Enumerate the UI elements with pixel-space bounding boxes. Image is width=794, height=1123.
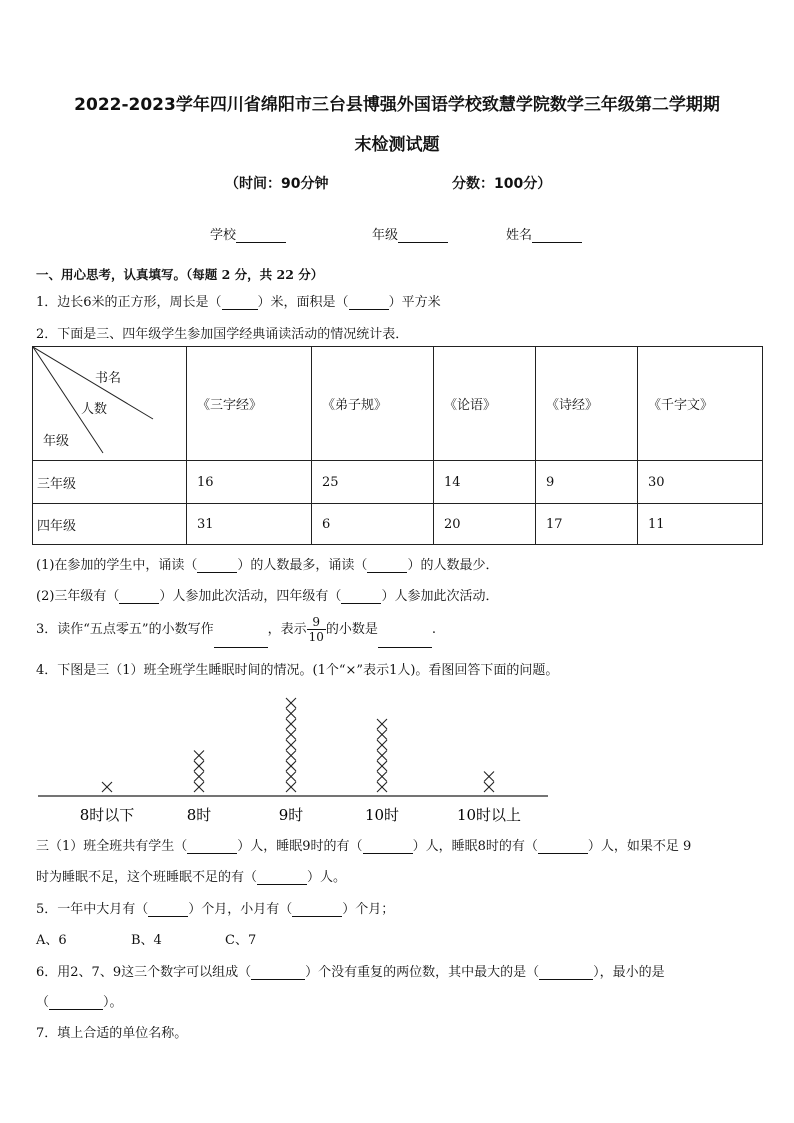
table-cell: 9 <box>536 461 638 504</box>
q4-text2-a: 时为睡眠不足，这个班睡眠不足的有（ <box>36 870 258 885</box>
q3-blank-decimal[interactable] <box>214 633 268 648</box>
corner-count-label: 人数 <box>81 402 108 417</box>
q6-blank-largest[interactable] <box>539 965 593 980</box>
question-6-line2 <box>36 991 123 1010</box>
q4-text-c: ）人，睡眠8时的有（ <box>412 839 538 854</box>
q2-blank-grade4-total[interactable] <box>341 589 381 604</box>
q6-blank-smallest[interactable] <box>49 995 103 1010</box>
q4-blank-total[interactable] <box>187 839 237 854</box>
q2-blank-least[interactable] <box>367 558 407 573</box>
table-row <box>33 461 763 504</box>
table-header-row <box>33 347 763 461</box>
column-header: 《诗经》 <box>536 347 638 461</box>
sleep-mark <box>286 719 296 729</box>
question-4-text1 <box>36 835 691 854</box>
category-label: 8时 <box>186 806 212 824</box>
exam-score: 分数：100分） <box>452 176 552 192</box>
q6-text2-a: （ <box>36 995 50 1010</box>
q2-sub2-text-c: ）人参加此次活动． <box>381 589 499 604</box>
question-2-intro: 2．下面是三、四年级学生参加国学经典诵读活动的情况统计表． <box>36 327 409 342</box>
table-cell: 17 <box>536 504 638 545</box>
column-header: 《三字经》 <box>187 347 312 461</box>
question-6-line1 <box>36 961 665 980</box>
q2-sub1-text-b: ）的人数最多，诵读（ <box>237 558 368 573</box>
q3-text-a: 3．读作“五点零五”的小数写作 <box>36 622 214 637</box>
sleep-mark <box>377 740 387 750</box>
sleep-mark <box>102 782 112 792</box>
table-cell: 31 <box>187 504 312 545</box>
q4-blank-8h[interactable] <box>538 839 588 854</box>
q2-sub1-text-c: ）的人数最少． <box>407 558 499 573</box>
sleep-mark <box>286 761 296 771</box>
grade-field <box>372 224 448 243</box>
table-cell: 25 <box>312 461 434 504</box>
q3-text-b: ，表示 <box>267 622 307 637</box>
q2-blank-grade3-total[interactable] <box>119 589 159 604</box>
fraction-denominator: 10 <box>308 630 324 644</box>
q4-text-b: ）人，睡眠9时的有（ <box>237 839 363 854</box>
sleep-mark <box>377 761 387 771</box>
q3-blank-fraction-decimal[interactable] <box>378 633 432 648</box>
sleep-mark <box>377 782 387 792</box>
fraction-numerator: 9 <box>307 615 326 630</box>
corner-book-label: 书名 <box>95 371 122 386</box>
sleep-dot-plot <box>0 676 794 830</box>
q5-text-a: 5．一年中大月有（ <box>36 902 149 917</box>
q2-sub1-text-a: (1)在参加的学生中，诵读（ <box>36 558 198 573</box>
q4-blank-insufficient[interactable] <box>257 870 307 885</box>
q4-text-d: ）人，如果不足 9 <box>587 839 692 854</box>
q6-blank-count[interactable] <box>251 965 305 980</box>
page-title-line1: 2022-2023学年四川省绵阳市三台县博强外国语学校致慧学院数学三年级第二学期期 <box>74 95 720 115</box>
category-label: 10时 <box>364 806 400 824</box>
sleep-mark <box>286 751 296 761</box>
name-field <box>506 224 582 243</box>
question-1 <box>36 291 441 310</box>
sleep-mark <box>194 761 204 771</box>
category-label: 9时 <box>278 806 304 824</box>
q3-text-d: . <box>431 622 437 637</box>
table-cell: 11 <box>638 504 763 545</box>
sleep-mark <box>286 698 296 708</box>
sleep-mark <box>286 782 296 792</box>
fraction <box>307 615 326 644</box>
q6-text-a: 6．用2、7、9这三个数字可以组成（ <box>36 965 252 980</box>
sleep-mark <box>484 772 494 782</box>
q2-sub2-text-b: ）人参加此次活动，四年级有（ <box>159 589 342 604</box>
table-cell: 16 <box>187 461 312 504</box>
question-2-sub2 <box>36 585 498 604</box>
question-5-option-c[interactable]: C、7 <box>225 933 257 948</box>
q6-text-b: ）个没有重复的两位数，其中最大的是（ <box>305 965 540 980</box>
table-row <box>33 504 763 545</box>
q2-blank-most[interactable] <box>197 558 237 573</box>
q1-blank-area[interactable] <box>349 295 389 310</box>
category-label: 8时以下 <box>79 806 135 824</box>
q5-text-c: ）个月； <box>342 902 395 917</box>
column-header: 《论语》 <box>434 347 536 461</box>
grade-blank[interactable] <box>398 228 448 243</box>
sleep-mark <box>286 709 296 719</box>
exam-time: （时间：90分钟 <box>225 176 329 192</box>
table-cell: 30 <box>638 461 763 504</box>
sleep-mark <box>286 730 296 740</box>
q4-text2-b: ）人。 <box>307 870 347 885</box>
school-blank[interactable] <box>236 228 286 243</box>
sleep-mark <box>377 772 387 782</box>
question-5-option-a[interactable]: A、6 <box>36 933 67 948</box>
category-label: 10时以上 <box>456 806 522 824</box>
q1-text-a: 1．边长6米的正方形，周长是（ <box>36 295 222 310</box>
sleep-mark <box>194 782 204 792</box>
page-title-line2: 末检测试题 <box>354 135 440 155</box>
column-header: 《弟子规》 <box>312 347 434 461</box>
table-cell: 20 <box>434 504 536 545</box>
q6-text2-b: ）。 <box>103 995 123 1010</box>
section-heading: 一、用心思考，认真填写。（每题 2 分，共 22 分） <box>36 267 324 282</box>
q5-text-b: ）个月，小月有（ <box>188 902 293 917</box>
q5-blank-small-months[interactable] <box>292 902 342 917</box>
q1-text-c: ）平方米 <box>388 295 441 310</box>
grade-label: 年级 <box>372 228 399 243</box>
table-cell: 6 <box>312 504 434 545</box>
column-header: 《千字文》 <box>638 347 763 461</box>
table-corner-cell <box>33 347 187 461</box>
sleep-mark <box>377 730 387 740</box>
question-2-sub1 <box>36 554 498 573</box>
q5-blank-big-months[interactable] <box>148 902 188 917</box>
q4-blank-9h[interactable] <box>363 839 413 854</box>
statistics-table <box>32 346 763 545</box>
question-4-intro: 4．下图是三（1）班全班学生睡眠时间的情况。(1个“×”表示1人)。看图回答下面的问题。 <box>36 663 559 678</box>
question-5 <box>36 898 394 917</box>
table-cell: 14 <box>434 461 536 504</box>
row-label: 四年级 <box>33 504 187 545</box>
sleep-mark <box>377 719 387 729</box>
question-3 <box>36 612 436 648</box>
question-4-text2 <box>36 866 346 885</box>
row-label: 三年级 <box>33 461 187 504</box>
sleep-mark <box>286 772 296 782</box>
q1-blank-perimeter[interactable] <box>222 295 258 310</box>
q2-sub2-text-a: (2)三年级有（ <box>36 589 120 604</box>
corner-grade-label: 年级 <box>43 434 70 449</box>
q4-text-a: 三（1）班全班共有学生（ <box>36 839 188 854</box>
sleep-mark <box>377 751 387 761</box>
school-label: 学校 <box>210 228 237 243</box>
q3-text-c: 的小数是 <box>325 622 378 637</box>
question-5-option-b[interactable]: B、4 <box>131 933 162 948</box>
school-field <box>210 224 286 243</box>
q1-text-b: ）米，面积是（ <box>257 295 349 310</box>
q6-text-c: ），最小的是 <box>593 965 665 980</box>
sleep-mark <box>286 740 296 750</box>
name-label: 姓名 <box>506 228 533 243</box>
name-blank[interactable] <box>532 228 582 243</box>
sleep-mark <box>484 782 494 792</box>
question-7: 7．填上合适的单位名称。 <box>36 1026 188 1041</box>
sleep-mark <box>194 751 204 761</box>
sleep-mark <box>194 772 204 782</box>
